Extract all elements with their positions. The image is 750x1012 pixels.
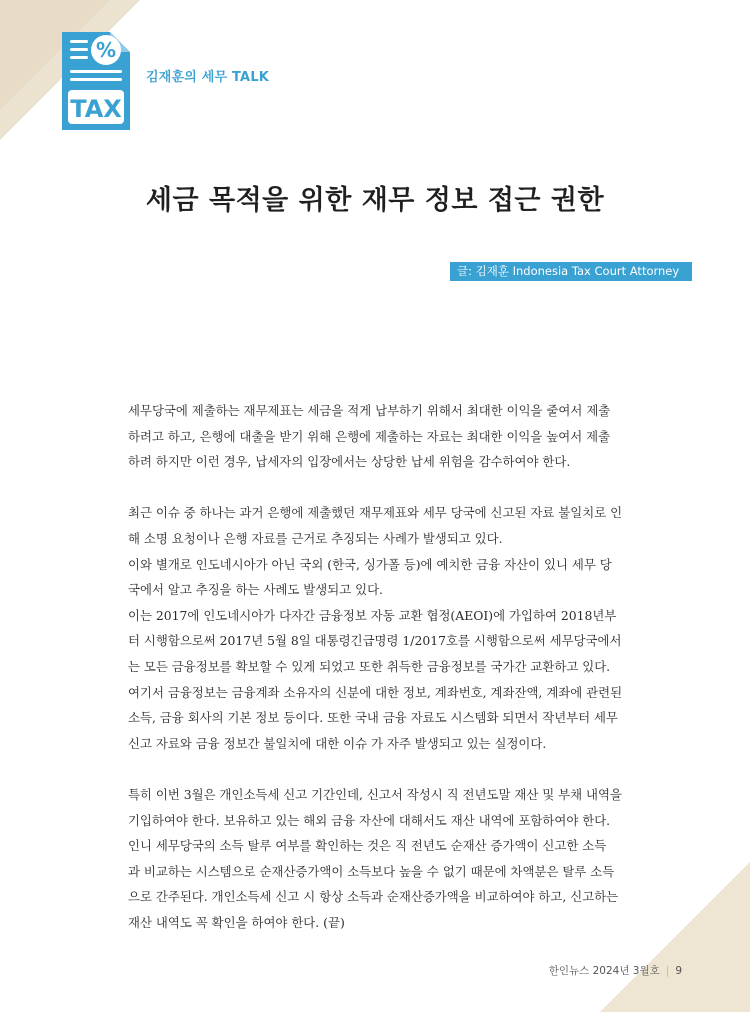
paragraph-line: 터 시행함으로써 2017년 5월 8일 대통령긴급명령 1/2017호를 시행함으로써 세무당국에서 bbox=[128, 633, 622, 649]
paragraph-line: 이와 별개로 인도네시아가 아닌 국외 (한국, 싱가폴 등)에 예치한 금융 자산이 있니 세무 당 bbox=[128, 556, 612, 572]
paragraph-line: 으로 간주된다. 개인소득세 신고 시 항상 소득과 순재산증가액을 비교하여야 하고, 신고하는 bbox=[128, 889, 619, 905]
paragraph-line: 특히 이번 3월은 개인소득세 신고 기간인데, 신고서 작성시 직 전년도말 재산 및 부채 내역을 bbox=[128, 786, 622, 802]
paragraph-line: 하려고 하고, 은행에 대출을 받기 위해 은행에 제출하는 자료는 최대한 이익을 높여서 제출 bbox=[128, 428, 611, 444]
paragraph-line: 해 소명 요청이나 은행 자료를 근거로 추징되는 사례가 발생되고 있다. bbox=[128, 530, 503, 546]
article-body bbox=[128, 398, 660, 961]
article-paragraph bbox=[128, 500, 660, 756]
article-byline: 글: 김재훈 Indonesia Tax Court Attorney bbox=[450, 262, 692, 281]
section-label: 김재훈의 세무 TALK bbox=[146, 70, 270, 85]
paragraph-line: 과 비교하는 시스템으로 순재산증가액이 소득보다 높을 수 없기 때문에 차액분은 탈루 소득 bbox=[128, 863, 615, 879]
article-paragraph bbox=[128, 398, 660, 475]
page-number: 9 bbox=[675, 965, 682, 977]
paragraph-line: 는 모든 금융정보를 확보할 수 있게 되었고 또한 취득한 금융정보를 국가간 교환하고 있다. bbox=[128, 658, 611, 674]
paragraph-line: 기입하여야 한다. 보유하고 있는 해외 금융 자산에 대해서도 재산 내역에 포함하여야 한다. bbox=[128, 812, 611, 828]
paragraph-line: 세무당국에 제출하는 재무제표는 세금을 적게 납부하기 위해서 최대한 이익을 줄여서 제출 bbox=[128, 403, 611, 418]
paragraph-line: 이는 2017에 인도네시아가 다자간 금융정보 자동 교환 협정(AEOI)에 가입하여 2018년부 bbox=[128, 607, 617, 623]
paragraph-line: 인니 세무당국의 소득 탈루 여부를 확인하는 것은 직 전년도 순재산 증가액이 신고한 소득 bbox=[128, 838, 607, 854]
paragraph-line: 여기서 금융정보는 금융계좌 소유자의 신분에 대한 정보, 계좌번호, 계좌잔액, 계좌에 관련된 bbox=[128, 684, 623, 700]
percent-badge: % bbox=[95, 38, 117, 62]
paragraph-line: 최근 이슈 중 하나는 과거 은행에 제출했던 재무제표와 세무 당국에 신고된 자료 불일치로 인 bbox=[128, 505, 623, 521]
article-paragraph bbox=[128, 782, 660, 936]
paragraph-line: 소득, 금융 회사의 기본 정보 등이다. 또한 국내 금융 자료도 시스템화 되면서 작년부터 세무 bbox=[128, 710, 618, 726]
paragraph-line: 국에서 알고 추징을 하는 사례도 발생되고 있다. bbox=[128, 582, 383, 598]
article-title: 세금 목적을 위한 재무 정보 접근 권한 bbox=[145, 185, 605, 216]
tax-document-icon bbox=[58, 30, 134, 134]
publication-label: 한인뉴스 2024년 3월호 bbox=[548, 965, 660, 977]
paragraph-line: 신고 자료와 금융 정보간 불일치에 대한 이슈 가 자주 발생되고 있는 실정이다. bbox=[128, 735, 547, 751]
footer-separator: | bbox=[665, 965, 670, 977]
paragraph-line: 재산 내역도 꼭 확인을 하여야 한다. (끝) bbox=[128, 914, 345, 930]
paragraph-line: 하려 하지만 이런 경우, 납세자의 입장에서는 상당한 납세 위험을 감수하여야 한다. bbox=[128, 454, 571, 470]
page-footer bbox=[549, 963, 682, 978]
tax-icon-label: TAX bbox=[70, 95, 122, 123]
